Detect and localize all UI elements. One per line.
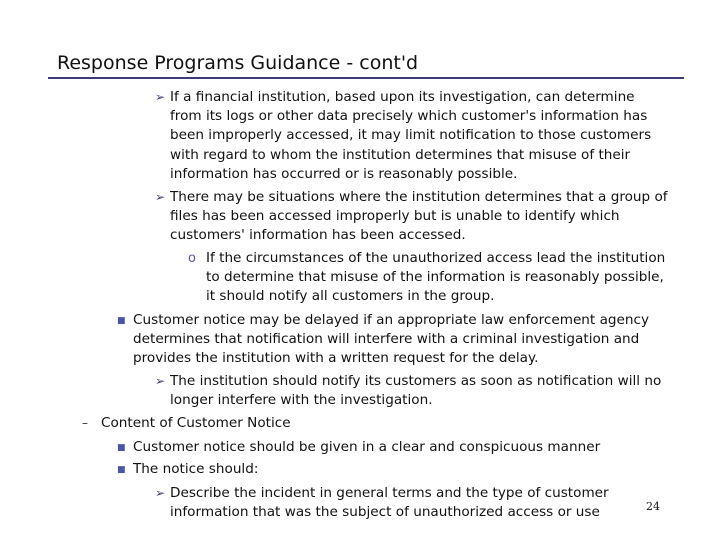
text-line: files has been accessed improperly but is unable to identify which: [170, 208, 620, 225]
bullet-item: [155, 188, 668, 246]
bullet-item: [117, 460, 258, 479]
text-line: to determine that misuse of the information is reasonably possible,: [206, 269, 664, 286]
arrow-bullet-icon: ➢: [155, 190, 166, 204]
text-line: Customer notice may be delayed if an appropriate law enforcement agency: [133, 312, 650, 328]
title-divider: [48, 77, 684, 79]
text-line: If a financial institution, based upon its investigation, can determine: [170, 89, 635, 105]
bullet-item: [155, 484, 609, 522]
text-line: There may be situations where the institution determines that a group of: [170, 189, 668, 205]
text-line: Content of Customer Notice: [101, 415, 291, 431]
text-line: provides the institution with a written request for the delay.: [133, 350, 539, 367]
text-line: information that was the subject of unauthorized access or use: [170, 504, 600, 521]
text-line: determines that notification will interfere with a criminal investigation and: [133, 331, 640, 348]
bullet-item: [117, 311, 649, 369]
text-line: information has occurred or is reasonably possible.: [170, 165, 518, 182]
circle-bullet-icon: o: [188, 251, 196, 266]
text-line: it should notify all customers in the group.: [206, 288, 495, 305]
square-bullet-icon: ■: [117, 316, 126, 326]
text-line: been improperly accessed, it may limit notification to those customers: [170, 127, 652, 144]
text-line: The institution should notify its customers as soon as notification will no: [170, 373, 662, 389]
slide-title: Response Programs Guidance - cont'd: [57, 52, 419, 74]
page-number: 24: [646, 500, 660, 513]
text-line: customers' information has been accessed.: [170, 227, 466, 244]
text-line: Customer notice should be given in a clear and conspicuous manner: [133, 439, 601, 455]
text-line: The notice should:: [133, 461, 259, 477]
bullet-item: [155, 88, 651, 184]
square-bullet-icon: ■: [117, 465, 126, 475]
text-line: If the circumstances of the unauthorized access lead the institution: [206, 250, 666, 266]
bullet-item: [188, 249, 665, 307]
text-line: Describe the incident in general terms and the type of customer: [170, 485, 609, 501]
arrow-bullet-icon: ➢: [155, 486, 166, 500]
arrow-bullet-icon: ➢: [155, 374, 166, 388]
bullet-item: [82, 414, 291, 433]
arrow-bullet-icon: ➢: [155, 90, 166, 104]
text-line: longer interfere with the investigation.: [170, 392, 433, 409]
text-line: from its logs or other data precisely which customer's information has: [170, 108, 648, 125]
bullet-item: [155, 372, 661, 410]
square-bullet-icon: ■: [117, 443, 126, 453]
text-line: with regard to whom the institution determines that misuse of their: [170, 146, 631, 163]
dash-bullet-icon: –: [82, 416, 88, 430]
bullet-item: [117, 438, 600, 457]
